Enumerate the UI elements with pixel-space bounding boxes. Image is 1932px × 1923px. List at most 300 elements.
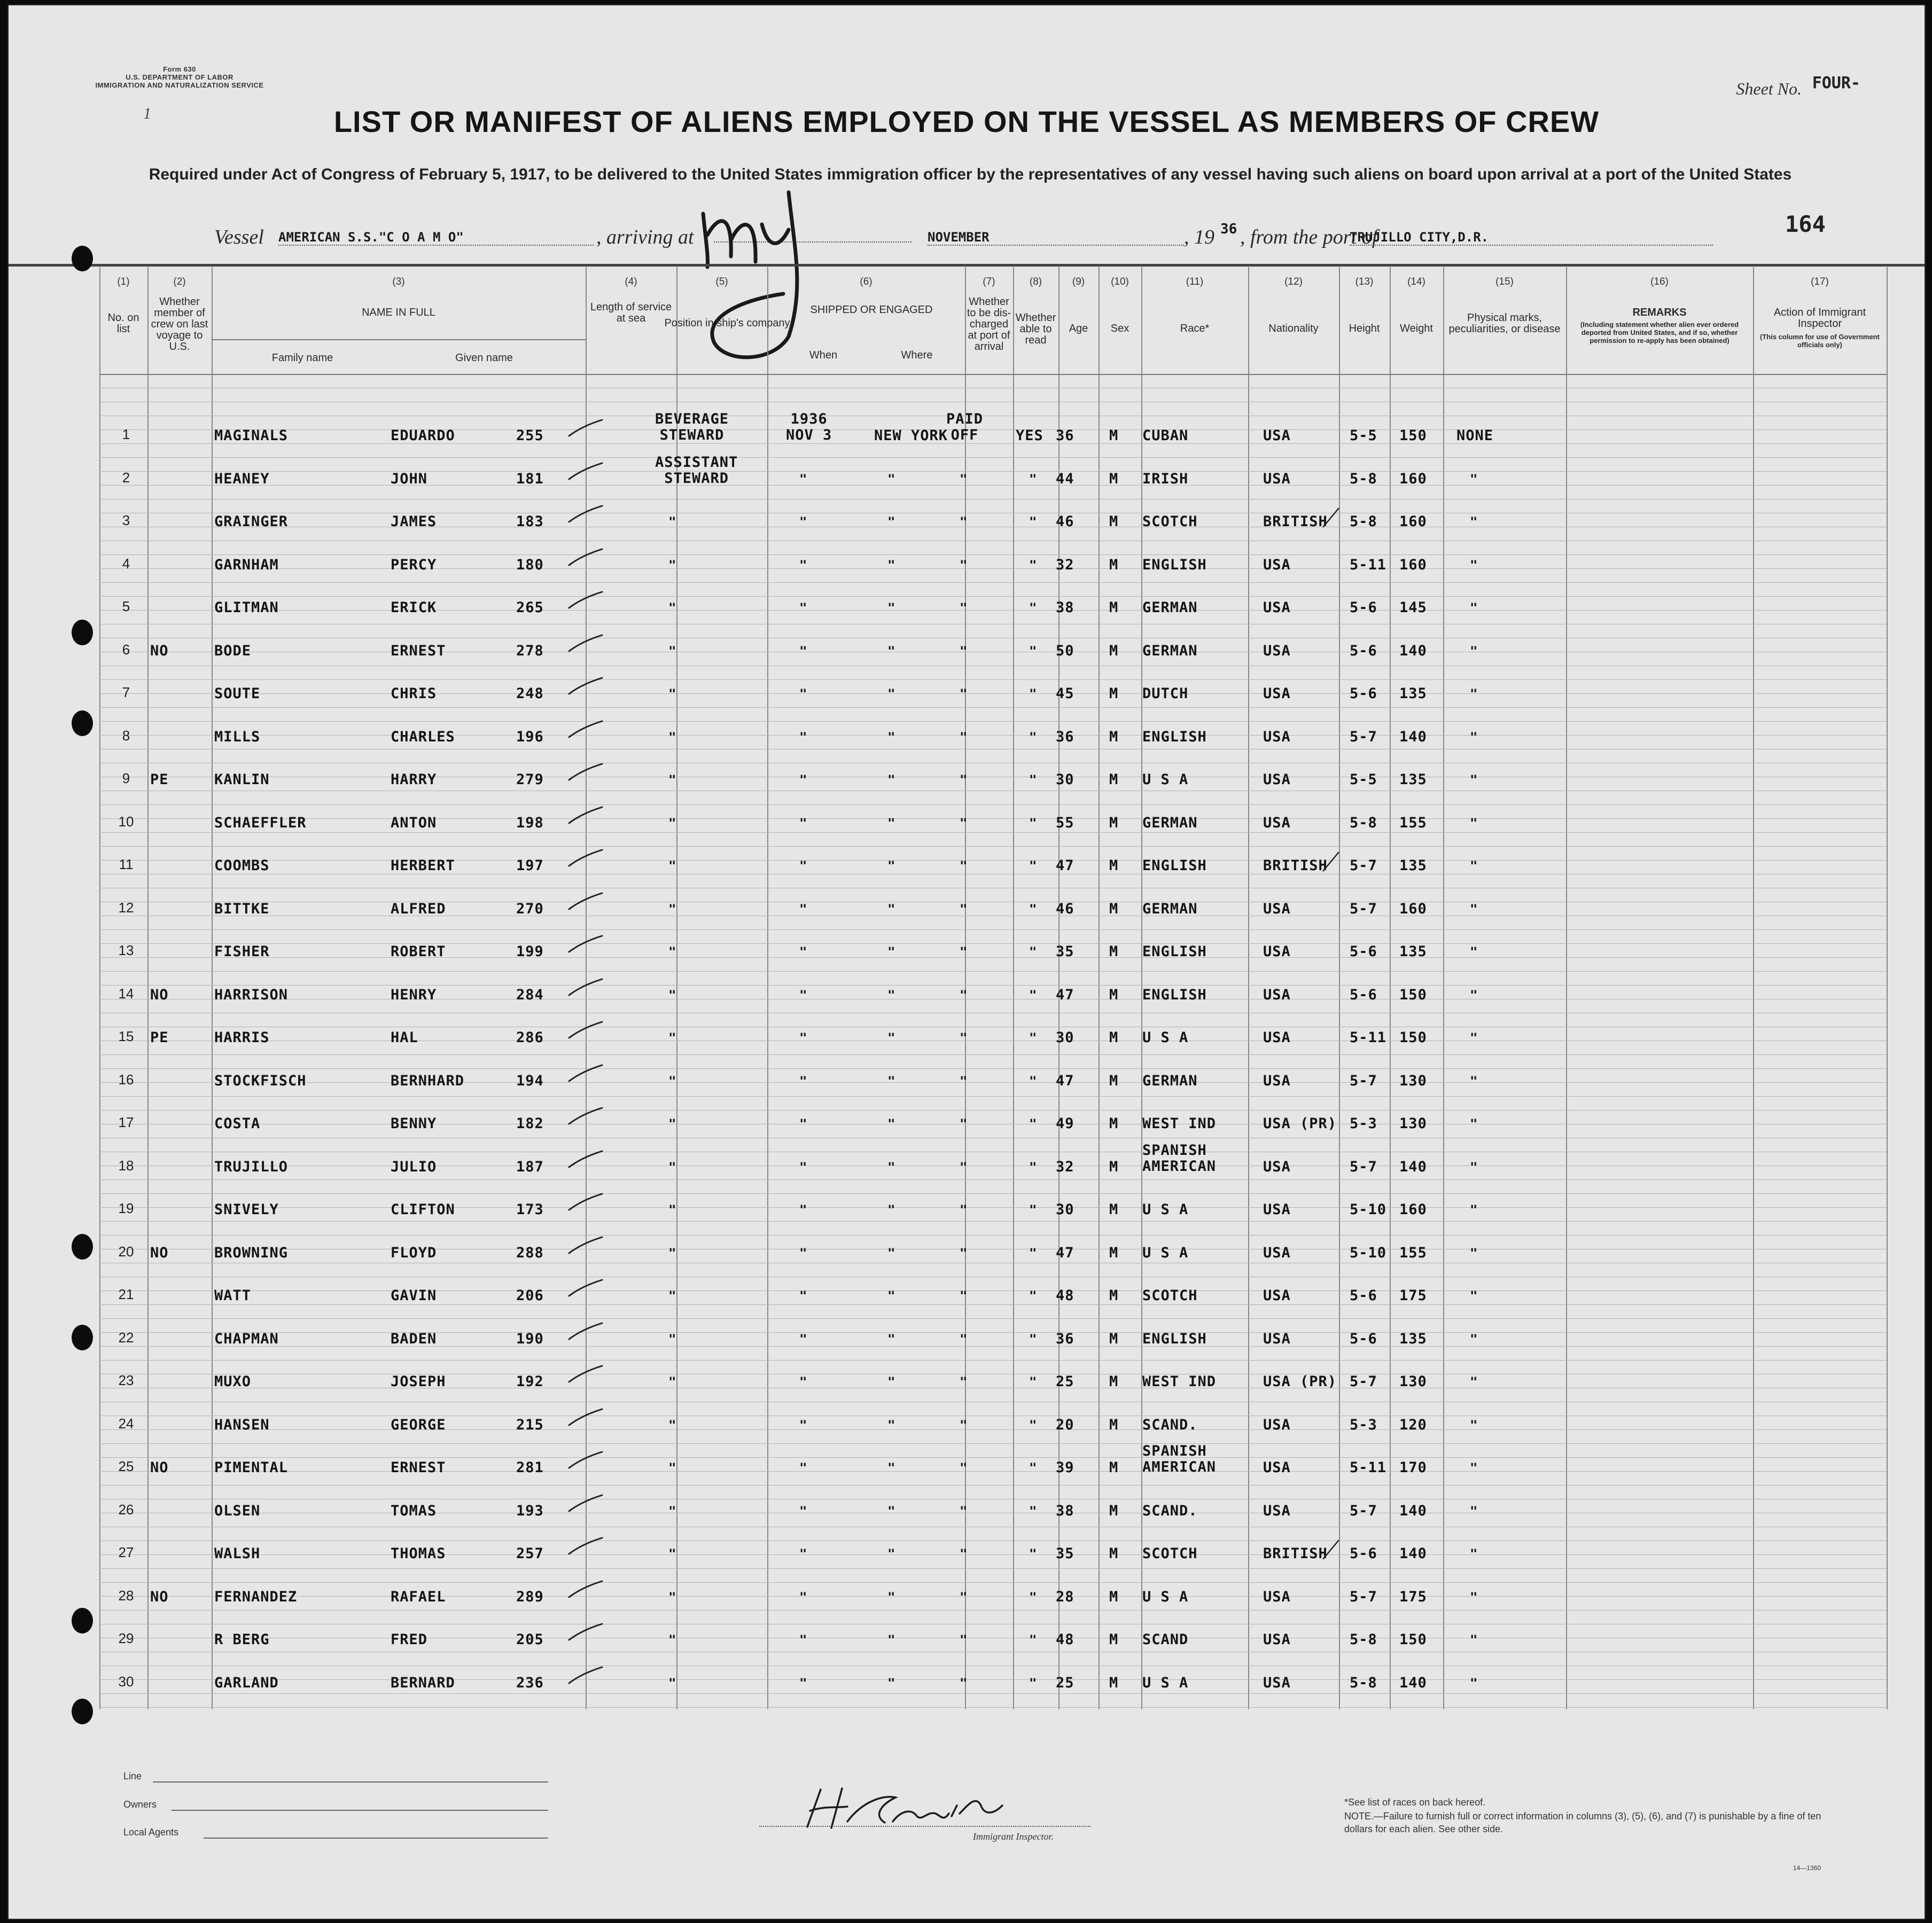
physical-marks-cell: "	[1470, 1546, 1478, 1561]
physical-marks-cell: "	[1470, 1245, 1478, 1261]
header-height: Height	[1349, 323, 1380, 334]
physical-marks-cell: "	[1470, 1374, 1478, 1389]
family-name-cell: SNIVELY	[214, 1201, 279, 1218]
when-cell: "	[799, 1202, 807, 1217]
header-discharged: Whether to be dis-charged at port of arrival	[967, 296, 1011, 353]
able-to-read-cell: "	[1029, 1073, 1037, 1089]
physical-marks-cell: NONE	[1456, 427, 1494, 444]
where-cell: "	[887, 815, 895, 831]
family-name-cell: HARRIS	[214, 1029, 270, 1046]
height-cell: 5-3	[1350, 1416, 1377, 1433]
row-number: 5	[122, 598, 130, 614]
service-length-cell: 192	[516, 1373, 544, 1390]
owners-field	[172, 1810, 548, 1811]
sex-cell: M	[1109, 642, 1119, 659]
physical-marks-cell: "	[1470, 1503, 1478, 1519]
nationality-cell: USA	[1263, 1502, 1291, 1519]
able-to-read-cell: "	[1029, 901, 1037, 917]
position-cell: "	[668, 1245, 676, 1261]
service-length-cell: 206	[516, 1287, 544, 1304]
able-to-read-cell: "	[1029, 1374, 1037, 1389]
when-cell: "	[799, 557, 807, 573]
height-cell: 5-10	[1350, 1201, 1387, 1218]
given-name-cell: JULIO	[391, 1158, 437, 1175]
position-cell: "	[668, 815, 676, 831]
physical-marks-cell: "	[1470, 1675, 1478, 1691]
race-cell: WEST IND	[1142, 1373, 1217, 1390]
age-cell: 38	[1056, 1502, 1074, 1519]
when-cell: "	[799, 471, 807, 487]
discharged-cell: "	[960, 1589, 968, 1605]
discharged-cell: "	[960, 514, 968, 529]
col-number-10: (10)	[1111, 276, 1129, 287]
sex-cell: M	[1109, 1502, 1119, 1519]
when-cell: "	[799, 1632, 807, 1647]
where-cell: "	[887, 600, 895, 615]
where-cell: NEW YORK	[874, 427, 948, 444]
family-name-cell: FISHER	[214, 943, 270, 960]
check-tick-mark	[567, 1149, 604, 1170]
able-to-read-cell: "	[1029, 772, 1037, 787]
row-number: 17	[118, 1114, 134, 1130]
family-name-cell: MAGINALS	[214, 427, 289, 444]
punch-hole	[72, 246, 93, 271]
where-cell: "	[887, 772, 895, 787]
height-cell: 5-8	[1350, 513, 1377, 530]
service-length-cell: 193	[516, 1502, 544, 1519]
row-number: 26	[118, 1501, 134, 1518]
row-number: 10	[118, 813, 134, 830]
sex-cell: M	[1109, 1459, 1119, 1476]
nationality-cell: USA	[1263, 1459, 1291, 1476]
height-cell: 5-7	[1350, 1588, 1377, 1605]
age-cell: 35	[1056, 943, 1074, 960]
nationality-cell: USA	[1263, 1244, 1291, 1261]
col-number-11: (11)	[1186, 276, 1204, 287]
weight-cell: 140	[1399, 728, 1427, 745]
race-cell: DUTCH	[1142, 685, 1189, 702]
weight-cell: 175	[1399, 1287, 1427, 1304]
discharged-cell: "	[960, 1245, 968, 1261]
sex-cell: M	[1109, 1072, 1119, 1089]
age-cell: 44	[1056, 470, 1074, 487]
weight-cell: 155	[1399, 1244, 1427, 1261]
where-cell: "	[887, 858, 895, 873]
position-cell: "	[668, 987, 676, 1003]
age-cell: 55	[1056, 814, 1074, 831]
header-remarks-sub: (Including statement whether alien ever ordered deported from United States, and if so, whether permission to re-apply has been obtained)	[1580, 320, 1739, 345]
nationality-slash-mark	[1318, 507, 1355, 528]
race-cell: GERMAN	[1142, 642, 1198, 659]
sex-cell: M	[1109, 857, 1119, 874]
discharged-cell: "	[960, 858, 968, 873]
sheet-number-label: Sheet No.	[1736, 79, 1802, 98]
check-tick-mark	[567, 891, 604, 912]
given-name-cell: PERCY	[391, 556, 437, 573]
header-physical-marks: Physical marks, peculiarities, or disease	[1448, 312, 1561, 335]
race-cell: ENGLISH	[1142, 986, 1207, 1003]
physical-marks-cell: "	[1470, 1331, 1478, 1347]
given-name-cell: ROBERT	[391, 943, 446, 960]
sex-cell: M	[1109, 1416, 1119, 1433]
nationality-cell: USA	[1263, 986, 1291, 1003]
able-to-read-cell: "	[1029, 729, 1037, 745]
discharged-cell: "	[960, 1030, 968, 1045]
physical-marks-cell: "	[1470, 772, 1478, 787]
race-cell: GERMAN	[1142, 900, 1198, 917]
weight-cell: 130	[1399, 1115, 1427, 1132]
sex-cell: M	[1109, 728, 1119, 745]
check-tick-mark	[567, 977, 604, 998]
col-number-14: (14)	[1407, 276, 1425, 287]
given-name-cell: THOMAS	[391, 1545, 446, 1562]
when-cell: "	[799, 1030, 807, 1045]
given-name-cell: JAMES	[391, 513, 437, 530]
weight-cell: 140	[1399, 1674, 1427, 1691]
service-length-cell: 286	[516, 1029, 544, 1046]
header-length-of-service: Length of service at sea	[590, 301, 672, 324]
height-cell: 5-5	[1350, 427, 1377, 444]
family-name-cell: MUXO	[214, 1373, 252, 1390]
discharged-cell: "	[960, 1460, 968, 1475]
punch-hole	[72, 1325, 93, 1350]
position-cell: "	[668, 1159, 676, 1175]
arrival-year: 36	[1220, 221, 1237, 237]
age-cell: 30	[1056, 1201, 1074, 1218]
when-cell: "	[799, 729, 807, 745]
header-position: Position in ship's company	[664, 317, 790, 329]
height-cell: 5-10	[1350, 1244, 1387, 1261]
row-number: 23	[118, 1372, 134, 1388]
weight-cell: 135	[1399, 857, 1427, 874]
where-cell: "	[887, 1030, 895, 1045]
col-number-16: (16)	[1650, 276, 1669, 287]
family-name-cell: SCHAEFFLER	[214, 814, 307, 831]
service-name: IMMIGRATION AND NATURALIZATION SERVICE	[95, 81, 264, 89]
check-tick-mark	[567, 848, 604, 869]
previous-voyage-cell: NO	[150, 642, 169, 659]
when-cell: "	[799, 944, 807, 959]
header-sex: Sex	[1110, 323, 1129, 334]
nationality-cell: USA	[1263, 470, 1291, 487]
physical-marks-cell: "	[1470, 557, 1478, 573]
age-cell: 49	[1056, 1115, 1074, 1132]
nationality-cell: BRITISH	[1263, 1545, 1328, 1562]
able-to-read-cell: "	[1029, 643, 1037, 659]
race-cell: SCAND	[1142, 1631, 1189, 1648]
punch-hole	[72, 1699, 93, 1724]
physical-marks-cell: "	[1470, 1417, 1478, 1433]
physical-marks-cell: "	[1470, 514, 1478, 529]
race-cell: U S A	[1142, 1674, 1189, 1691]
nationality-cell: USA (PR)	[1263, 1115, 1337, 1132]
nationality-cell: USA	[1263, 1330, 1291, 1347]
race-cell: U S A	[1142, 1588, 1189, 1605]
sex-cell: M	[1109, 1244, 1119, 1261]
height-cell: 5-3	[1350, 1115, 1377, 1132]
weight-cell: 135	[1399, 943, 1427, 960]
position-cell: BEVERAGE STEWARD	[655, 411, 729, 443]
punch-hole	[72, 1608, 93, 1633]
nationality-cell: USA	[1263, 642, 1291, 659]
physical-marks-cell: "	[1470, 1030, 1478, 1045]
form-code: 14—1360	[1793, 1864, 1821, 1872]
check-tick-mark	[567, 1665, 604, 1686]
service-length-cell: 182	[516, 1115, 544, 1132]
where-cell: "	[887, 1675, 895, 1691]
previous-voyage-cell: NO	[150, 1244, 169, 1261]
able-to-read-cell: "	[1029, 1030, 1037, 1045]
when-cell: "	[799, 1503, 807, 1519]
previous-voyage-cell: NO	[150, 1459, 169, 1476]
race-cell: CUBAN	[1142, 427, 1189, 444]
col-number-4: (4)	[625, 276, 637, 287]
given-name-cell: EDUARDO	[391, 427, 455, 444]
service-length-cell: 255	[516, 427, 544, 444]
header-race: Race*	[1180, 323, 1210, 334]
able-to-read-cell: "	[1029, 1202, 1037, 1217]
where-cell: "	[887, 1159, 895, 1175]
age-cell: 48	[1056, 1287, 1074, 1304]
service-length-cell: 181	[516, 470, 544, 487]
vessel-name: AMERICAN S.S."C O A M O"	[278, 230, 594, 246]
punch-hole	[72, 620, 93, 645]
race-cell: GERMAN	[1142, 814, 1198, 831]
sex-cell: M	[1109, 986, 1119, 1003]
race-cell: U S A	[1142, 1029, 1189, 1046]
physical-marks-cell: "	[1470, 1632, 1478, 1647]
age-cell: 36	[1056, 1330, 1074, 1347]
nationality-cell: USA	[1263, 1158, 1291, 1175]
race-cell: ENGLISH	[1142, 728, 1207, 745]
discharged-cell: "	[960, 600, 968, 615]
row-number: 21	[118, 1286, 134, 1302]
when-cell: "	[799, 1417, 807, 1433]
weight-cell: 150	[1399, 427, 1427, 444]
position-cell: "	[668, 1632, 676, 1647]
race-cell: ENGLISH	[1142, 1330, 1207, 1347]
when-cell: "	[799, 858, 807, 873]
able-to-read-cell: "	[1029, 1546, 1037, 1561]
position-cell: "	[668, 1116, 676, 1131]
agents-label: Local Agents	[123, 1827, 179, 1838]
when-cell: "	[799, 1159, 807, 1175]
able-to-read-cell: "	[1029, 1116, 1037, 1131]
service-length-cell: 180	[516, 556, 544, 573]
physical-marks-cell: "	[1470, 1073, 1478, 1089]
service-length-cell: 281	[516, 1459, 544, 1476]
given-name-cell: CHARLES	[391, 728, 455, 745]
where-cell: "	[887, 1288, 895, 1303]
col-number-5: (5)	[715, 276, 728, 287]
position-cell: "	[668, 1417, 676, 1433]
header-action-sub: (This column for use of Government officials only)	[1760, 333, 1880, 349]
weight-cell: 140	[1399, 642, 1427, 659]
position-cell: "	[668, 643, 676, 659]
given-name-cell: RAFAEL	[391, 1588, 446, 1605]
previous-voyage-cell: NO	[150, 986, 169, 1003]
height-cell: 5-7	[1350, 728, 1377, 745]
discharged-cell: PAID OFF	[946, 411, 984, 443]
arriving-label: , arriving at	[596, 226, 694, 248]
height-cell: 5-8	[1350, 1631, 1377, 1648]
check-tick-mark	[567, 1450, 604, 1471]
height-cell: 5-6	[1350, 642, 1377, 659]
sex-cell: M	[1109, 814, 1119, 831]
able-to-read-cell: "	[1029, 471, 1037, 487]
position-cell: "	[668, 1460, 676, 1475]
family-name-cell: SOUTE	[214, 685, 261, 702]
manifest-sheet	[7, 4, 1926, 1920]
physical-marks-cell: "	[1470, 686, 1478, 701]
weight-cell: 140	[1399, 1158, 1427, 1175]
check-tick-mark	[567, 1536, 604, 1557]
position-cell: "	[668, 729, 676, 745]
nationality-cell: USA	[1263, 900, 1291, 917]
given-name-cell: ERICK	[391, 599, 437, 616]
nationality-cell: USA	[1263, 1631, 1291, 1648]
discharged-cell: "	[960, 1331, 968, 1347]
able-to-read-cell: "	[1029, 1632, 1037, 1647]
check-tick-mark	[567, 547, 604, 568]
when-cell: "	[799, 600, 807, 615]
where-cell: "	[887, 1073, 895, 1089]
able-to-read-cell: "	[1029, 944, 1037, 959]
when-cell: "	[799, 1589, 807, 1605]
col-number-6: (6)	[860, 276, 872, 287]
discharged-cell: "	[960, 1546, 968, 1561]
where-cell: "	[887, 471, 895, 487]
given-name-cell: CLIFTON	[391, 1201, 455, 1218]
age-cell: 46	[1056, 513, 1074, 530]
race-cell: SCOTCH	[1142, 1287, 1198, 1304]
row-number: 14	[118, 985, 134, 1002]
when-cell: "	[799, 1675, 807, 1691]
discharged-cell: "	[960, 1675, 968, 1691]
race-cell: SPANISH AMERICAN	[1142, 1142, 1217, 1175]
service-length-cell: 197	[516, 857, 544, 874]
sex-cell: M	[1109, 1201, 1119, 1218]
family-name-cell: GARNHAM	[214, 556, 279, 573]
given-name-cell: BADEN	[391, 1330, 437, 1347]
check-tick-mark	[567, 504, 604, 525]
check-tick-mark	[567, 1278, 604, 1299]
height-cell: 5-6	[1350, 1287, 1377, 1304]
row-number: 6	[122, 641, 130, 658]
row-number: 11	[119, 856, 134, 872]
position-cell: "	[668, 1589, 676, 1605]
service-length-cell: 270	[516, 900, 544, 917]
family-name-cell: OLSEN	[214, 1502, 261, 1519]
given-name-cell: ALFRED	[391, 900, 446, 917]
given-name-cell: HERBERT	[391, 857, 455, 874]
header-nationality: Nationality	[1268, 323, 1319, 334]
where-cell: "	[887, 1116, 895, 1131]
check-tick-mark	[567, 418, 604, 439]
position-cell: "	[668, 772, 676, 787]
header-action: Action of Immigrant Inspector	[1773, 307, 1866, 330]
height-cell: 5-11	[1350, 556, 1387, 573]
when-cell: "	[799, 686, 807, 701]
document-subtitle: Required under Act of Congress of February 5, 1917, to be delivered to the United States immigration officer by the representatives of any vessel having such aliens on board upon arrival at a port of the United States	[149, 166, 1792, 183]
age-cell: 48	[1056, 1631, 1074, 1648]
col-number-2: (2)	[173, 276, 186, 287]
where-cell: "	[887, 514, 895, 529]
sex-cell: M	[1109, 1158, 1119, 1175]
position-cell: "	[668, 1030, 676, 1045]
row-number: 8	[122, 727, 130, 744]
age-cell: 32	[1056, 556, 1074, 573]
header-shipped-engaged: SHIPPED OR ENGAGED	[810, 304, 933, 316]
service-length-cell: 215	[516, 1416, 544, 1433]
check-tick-mark	[567, 934, 604, 955]
position-cell: "	[668, 557, 676, 573]
physical-marks-cell: "	[1470, 944, 1478, 959]
nationality-cell: USA	[1263, 1287, 1291, 1304]
row-number: 7	[122, 684, 130, 700]
signature-line	[759, 1826, 1090, 1827]
height-cell: 5-5	[1350, 771, 1377, 788]
row-number: 16	[118, 1071, 134, 1088]
check-tick-mark	[567, 1364, 604, 1385]
inspector-signature	[757, 1784, 1056, 1832]
where-cell: "	[887, 1374, 895, 1389]
physical-marks-cell: "	[1470, 1460, 1478, 1475]
given-name-cell: JOSEPH	[391, 1373, 446, 1390]
discharged-cell: "	[960, 1159, 968, 1175]
service-length-cell: 284	[516, 986, 544, 1003]
row-number: 19	[118, 1200, 134, 1216]
age-cell: 47	[1056, 857, 1074, 874]
sex-cell: M	[1109, 943, 1119, 960]
nationality-cell: USA	[1263, 1674, 1291, 1691]
sex-cell: M	[1109, 1588, 1119, 1605]
family-name-cell: R BERG	[214, 1631, 270, 1648]
age-cell: 30	[1056, 771, 1074, 788]
physical-marks-cell: "	[1470, 901, 1478, 917]
row-number: 29	[118, 1630, 134, 1646]
punch-hole	[72, 1234, 93, 1260]
sheet-number-value: FOUR-	[1812, 74, 1860, 92]
nationality-cell: USA (PR)	[1263, 1373, 1337, 1390]
able-to-read-cell: "	[1029, 514, 1037, 529]
when-cell: "	[799, 1331, 807, 1347]
given-name-cell: HARRY	[391, 771, 437, 788]
when-cell: "	[799, 1245, 807, 1261]
weight-cell: 170	[1399, 1459, 1427, 1476]
weight-cell: 150	[1399, 1029, 1427, 1046]
height-cell: 5-8	[1350, 814, 1377, 831]
family-name-cell: COOMBS	[214, 857, 270, 874]
when-cell: "	[799, 815, 807, 831]
check-tick-mark	[567, 1579, 604, 1600]
nationality-cell: USA	[1263, 1201, 1291, 1218]
check-tick-mark	[567, 590, 604, 611]
sex-cell: M	[1109, 513, 1119, 530]
weight-cell: 140	[1399, 1545, 1427, 1562]
given-name-cell: ERNEST	[391, 1459, 446, 1476]
position-cell: "	[668, 901, 676, 917]
weight-cell: 130	[1399, 1072, 1427, 1089]
family-name-cell: CHAPMAN	[214, 1330, 279, 1347]
col-number-8: (8)	[1029, 276, 1042, 287]
service-length-cell: 183	[516, 513, 544, 530]
race-cell: IRISH	[1142, 470, 1189, 487]
height-cell: 5-7	[1350, 1158, 1377, 1175]
row-number: 24	[118, 1415, 134, 1432]
from-port-label: , from the port of	[1240, 226, 1378, 248]
row-number: 20	[118, 1243, 134, 1260]
